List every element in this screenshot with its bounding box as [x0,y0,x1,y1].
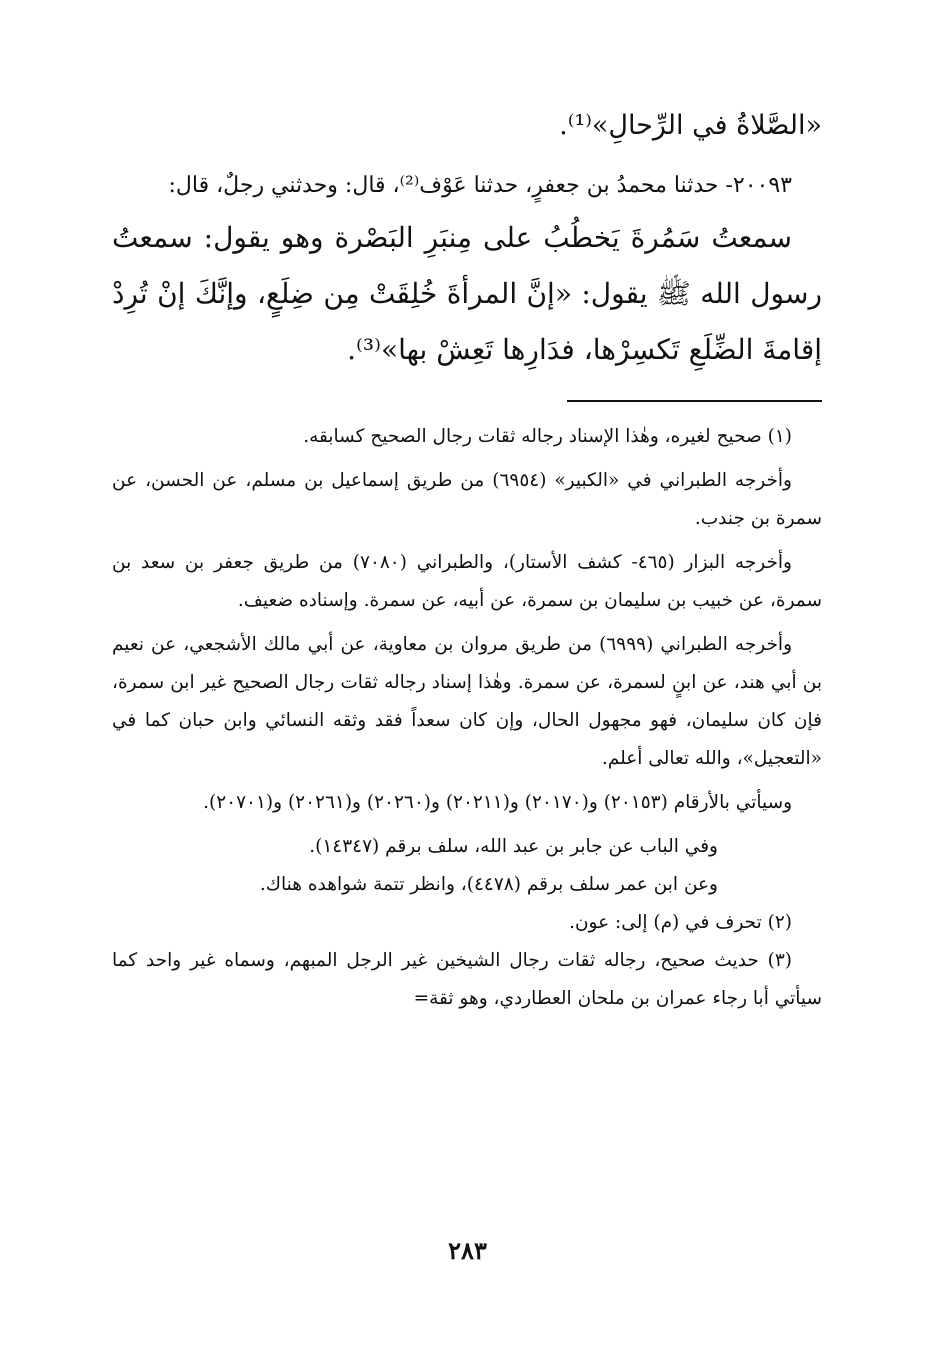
isnad-paragraph: ٢٠٠٩٣- حدثنا محمدُ بن جعفرٍ، حدثنا عَوْف⁽²⁾، قال: وحدثني رجلٌ، قال: [168,173,792,198]
footnote-1-tabarani: وأخرجه الطبراني في «الكبير» (٦٩٥٤) من طريق إسماعيل بن مسلم، عن الحسن، عن سمرة بن جندب. [112,470,822,529]
footnote-1-cross-refs: وسيأتي بالأرقام (٢٠١٥٣) و(٢٠١٧٠) و(٢٠٢١١) و(٢٠٢٦٠) و(٢٠٢٦١) و(٢٠٧٠١). [203,792,792,813]
hadith-closing-line: «الصَّلاةُ في الرِّحالِ»⁽¹⁾. [559,110,822,141]
footnote-1-grading: (١) صحيح لغيره، وهٰذا الإسناد رجاله ثقات رجال الصحيح كسابقه. [303,426,792,447]
footnote-1-tabarani-2: وأخرجه الطبراني (٦٩٩٩) من طريق مروان بن معاوية، عن أبي مالك الأشجعي، عن نعيم بن أبي هند، عن ابنٍ لسمرة، عن سمرة. وهٰذا إسناد رجاله ثقات رجال الصحيح غير ابن سمرة، فإن كان سليمان، فهو مجهول الحال، وإن كان سعداً فقد وثقه النسائي وابن حبان كما في «التعجيل»، والله تعالى أعلم. [112,634,822,769]
hadith-text: سمعتُ سَمُرةَ يَخطُبُ على مِنبَرِ البَصْرة وهو يقول: سمعتُ رسول الله ﷺ يقول: «إنَّ المرأةَ خُلِقَتْ مِن ضِلَعٍ، وإنَّكَ إنْ تُرِدْ إقامةَ الضِّلَعِ تَكسِرْها، فدَارِها تَعِشْ بها»⁽³⁾. [112,221,822,366]
page-body [112,100,822,1024]
footnote-1-ibn-umar: وعن ابن عمر سلف برقم (٤٤٧٨)، وانظر تتمة شواهده هناك. [259,874,718,895]
footnote-separator [567,400,822,402]
footnote-1-bazzar: وأخرجه البزار (٤٦٥- كشف الأستار)، والطبراني (٧٠٨٠) من طريق جعفر بن سعد بن سمرة، عن خبيب بن سليمان بن سمرة، عن أبيه، عن سمرة. وإسناده ضعيف. [112,552,822,611]
footnotes [112,418,822,1018]
footnote-1-jabir: وفي الباب عن جابر بن عبد الله، سلف برقم (١٤٣٤٧). [309,836,718,857]
footnote-3: (٣) حديث صحيح، رجاله ثقات رجال الشيخين غير الرجل المبهم، وسماه غير واحد كما سيأتي أبا رجاء عمران بن ملحان العطاردي، وهو ثقة= [112,950,822,1009]
footnote-2: (٢) تحرف في (م) إلى: عون. [569,912,792,933]
page-number: ٢٨٣ [448,1236,487,1265]
